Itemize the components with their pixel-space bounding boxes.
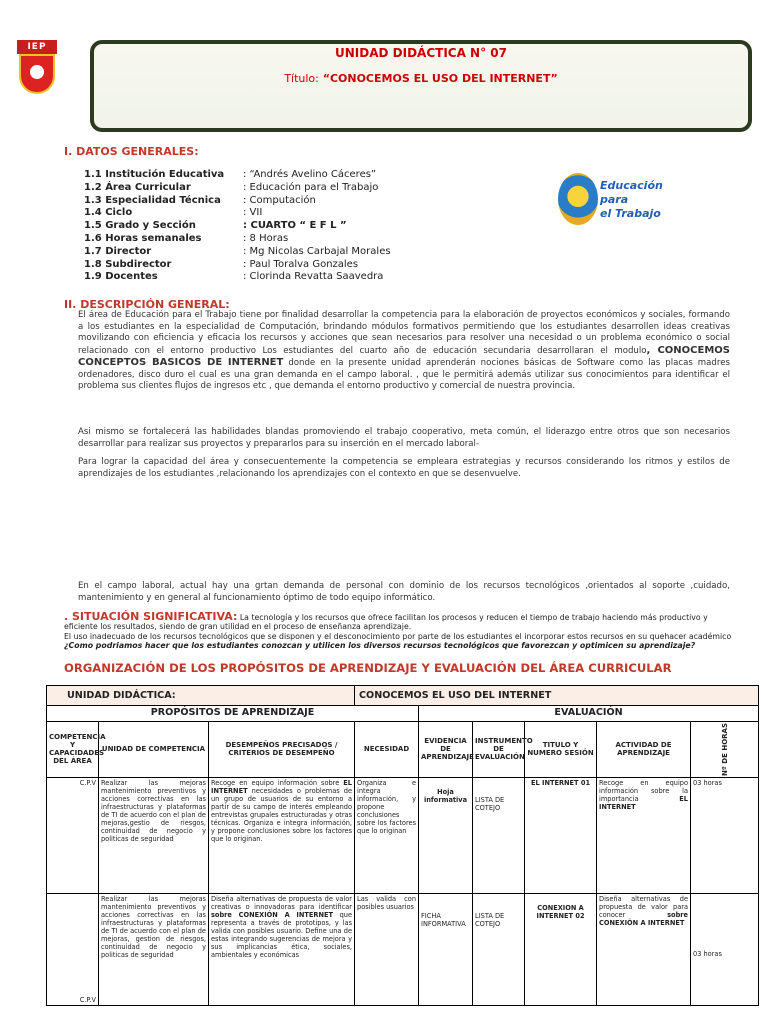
school-logo bbox=[17, 40, 57, 96]
datos-key: 1.8 Subdirector bbox=[84, 258, 172, 270]
titulo-cell: CONEXION A INTERNET 02 bbox=[525, 893, 597, 1005]
necesidad-cell: Organiza e integra información, y propone conclusiones sobre los factores que lo originan bbox=[355, 777, 419, 893]
col-instrumento: INSTRUMENTO DE EVALUACIÓN bbox=[473, 722, 525, 778]
organizacion-heading: ORGANIZACIÓN DE LOS PROPÓSITOS DE APRENDIZAJE Y EVALUACIÓN DEL ÁREA CURRICULAR bbox=[64, 661, 672, 675]
subtitle-value: “CONOCEMOS EL USO DEL INTERNET” bbox=[322, 72, 558, 85]
datos-value: : CUARTO “ E F L ” bbox=[243, 220, 347, 232]
datos-key: 1.2 Área Curricular bbox=[84, 181, 191, 193]
datos-row bbox=[84, 169, 391, 182]
col-actividad: ACTIVIDAD DE APRENDIZAJE bbox=[597, 722, 691, 778]
datos-value: : VII bbox=[243, 207, 263, 219]
datos-row bbox=[84, 233, 391, 246]
datos-value: : Paul Toralva Gonzales bbox=[243, 258, 359, 270]
datos-value: : 8 Horas bbox=[243, 232, 289, 244]
datos-row bbox=[84, 182, 391, 195]
descripcion-paragraph-4: En el campo laboral, actual hay una grtan demanda de personal con dominio de los recursos tecnológicos ,orientados al soporte ,cuidado, mantenimiento y en general al funcionamiento óptimo de todo equipo informático. bbox=[78, 581, 730, 603]
col-horas: Nº DE HORAS bbox=[691, 722, 759, 778]
col-competencia: COMPETENCIA Y CAPACIDADES DEL ÁREA bbox=[47, 722, 99, 778]
propositos-header: PROPÓSITOS DE APRENDIZAJE bbox=[47, 706, 419, 722]
table-row bbox=[47, 893, 759, 1005]
datos-value: : Mg Nicolas Carbajal Morales bbox=[243, 245, 391, 257]
necesidad-cell: Las valida con posibles usuarios bbox=[355, 893, 419, 1005]
actividad-cell: Diseña alternativas de propuesta de valor para conocer sobre CONEXIÓN A INTERNET bbox=[597, 893, 691, 1005]
capacidad-cell: C.P.V bbox=[47, 893, 99, 1005]
datos-row bbox=[84, 195, 391, 208]
datos-value: : Educación para el Trabajo bbox=[243, 181, 379, 193]
subtitle-label: Título: bbox=[284, 72, 319, 85]
datos-key: 1.7 Director bbox=[84, 245, 152, 257]
page-subtitle bbox=[90, 72, 752, 85]
module-name: , CONOCEMOS CONCEPTOS BASICOS DE INTERNET bbox=[78, 344, 730, 368]
datos-key: 1.4 Ciclo bbox=[84, 207, 133, 219]
datos-row bbox=[84, 271, 391, 284]
col-titulo: TITULO Y NUMERO SESIÓN bbox=[525, 722, 597, 778]
datos-value: : “Andrés Avelino Cáceres” bbox=[243, 169, 377, 180]
instrumento-cell: LISTA DE COTEJO bbox=[473, 777, 525, 893]
descripcion-paragraph-3: Para lograr la capacidad del área y consecuentemente la competencia se empleara estrategias y recursos considerando los ritmos y estilos de aprendizajes de los estudiantes ,relacionando los aprendizajes con el contexto en que se desenvuelve. bbox=[78, 457, 730, 479]
datos-heading: I. DATOS GENERALES: bbox=[64, 145, 199, 158]
logo-text: IEP bbox=[17, 40, 57, 54]
datos-key: 1.9 Docentes bbox=[84, 271, 158, 283]
evidencia-cell: FICHA INFORMATIVA bbox=[419, 893, 473, 1005]
instrumento-cell: LISTA DE COTEJO bbox=[473, 893, 525, 1005]
situacion-heading: . SITUACIÓN SIGNIFICATIVA: bbox=[64, 610, 238, 623]
datos-key: 1.3 Especialidad Técnica bbox=[84, 194, 221, 206]
desempeno-cell: Diseña alternativas de propuesta de valor creativas o innovadoras para identificar sobre CONEXIÓN A INTERNET que representa a través de prototipos, y las valida con posibles usuario. Define una de estas integrando sugerencias de mejora y sus implicancias ética, sociales, ambientales y económicas bbox=[209, 893, 355, 1005]
col-desempenos: DESEMPEÑOS PRECISADOS / CRITERIOS DE DESEMPEÑO bbox=[209, 722, 355, 778]
evaluacion-header: EVALUACIÓN bbox=[419, 706, 759, 722]
col-unidad-competencia: UNIDAD DE COMPETENCIA bbox=[99, 722, 209, 778]
datos-value: : Computación bbox=[243, 194, 316, 206]
page-title: UNIDAD DIDÁCTICA N° 07 bbox=[335, 46, 507, 60]
situacion-block: . SITUACIÓN SIGNIFICATIVA: La tecnología y los recursos que ofrece facilitan los procesos y reducen el tiempo de trabajo haciendo más productivo y eficiente los resultados, siendo de gran utilidad en el proceso de enseñanza aprendizaje. El uso inadecuado de los recursos tecnológicos que se disponen y el desconocimiento por parte de los estudiantes el incorporar estos recursos en su quehacer académico ¿Como podriamos hacer que los estudiantes conozcan y utilicen los diversos recursos tecnológicos que favorezcan y optimicen su aprendizaje? bbox=[64, 610, 732, 651]
col-evidencia: EVIDENCIA DE APRENDIZAJE bbox=[419, 722, 473, 778]
unidad-value: CONOCEMOS EL USO DEL INTERNET bbox=[355, 686, 759, 706]
datos-table bbox=[84, 169, 391, 284]
unidad-cell: Realizar las mejoras mantenimiento preventivos y acciones correctivas en las infraestructuras y plataformas de TI de acuerdo con el plan de mejoras,gestio de riesgos, continuidad de negocio y politicas de seguridad bbox=[99, 777, 209, 893]
datos-row bbox=[84, 207, 391, 220]
unidad-cell: Realizar las mejoras mantenimiento preventivos y acciones correctivas en las infraestructuras y plataformas de TI de acuerdo con el plan de mejoras, gestion de riesgos, continuidad de negocio y politicas de seguridad bbox=[99, 893, 209, 1005]
titulo-cell: EL INTERNET 01 bbox=[525, 777, 597, 893]
datos-value: : Clorinda Revatta Saavedra bbox=[243, 271, 384, 283]
shield-icon bbox=[19, 54, 55, 94]
edlogo-line1: Educación para bbox=[600, 179, 663, 206]
globe-icon bbox=[558, 173, 598, 225]
descripcion-heading: II. DESCRIPCIÓN GENERAL: bbox=[64, 298, 230, 311]
col-necesidad: NECESIDAD bbox=[355, 722, 419, 778]
capacidad-cell: C.P.V bbox=[47, 777, 99, 893]
datos-row bbox=[84, 246, 391, 259]
horas-cell: 03 horas bbox=[691, 777, 759, 893]
edlogo-line2: el Trabajo bbox=[600, 207, 661, 220]
datos-row bbox=[84, 220, 391, 233]
actividad-cell: Recoge en equipo información sobre la importancia EL INTERNET bbox=[597, 777, 691, 893]
unidad-label: UNIDAD DIDÁCTICA: bbox=[47, 686, 355, 706]
situacion-question: ¿Como podriamos hacer que los estudiantes conozcan y utilicen los diversos recursos tecnológicos que favorezcan y optimicen su aprendizaje? bbox=[64, 641, 696, 651]
table-row bbox=[47, 777, 759, 893]
horas-cell: 03 horas bbox=[691, 893, 759, 1005]
curriculum-table bbox=[46, 685, 759, 1006]
datos-key: 1.5 Grado y Sección bbox=[84, 220, 196, 232]
descripcion-paragraph-2: Asi mismo se fortalecerá las habilidades blandas promoviendo el trabajo cooperativo, meta común, el liderazgo entre otros que son necesarios desarrollar para realizar sus proyectos y prepararlos para su inserción en el mercado laboral- bbox=[78, 427, 730, 449]
datos-key: 1.6 Horas semanales bbox=[84, 232, 202, 244]
desempeno-cell: Recoge en equipo información sobre EL INTERNET necesidades o problemas de un grupo de usuarios de su entorno a partir de su campo de interés empleando entrevistas grupales estructuradas y otras técnicas. Organiza e integra información, y propone conclusiones sobre los factores que lo originan. bbox=[209, 777, 355, 893]
descripcion-paragraph-1: El área de Educación para el Trabajo tiene por finalidad desarrollar la competencia para la elaboración de proyectos económicos y sociales, formando a los estudiantes en la especialidad de Computación, brindando módulos formativos permitiendo que los estudiantes desarrollen ideas creativas movilizando con eficiencia y eficacia los recursos y acciones que sean necesarios para resolver una necesidad o un problema económico o social relacionado con el entorno productivo Los estudiantes del cuarto año de educación secundaria desarrollaran el modulo, CONOCEMOS CONCEPTOS BASICOS DE INTERNET donde en la presente unidad aprenderán nociones básicas de Software como las placas madres ordenadores, disco duro el cual es una gran demanda en el campo laboral. , que le permitirá además utilizar sus conocimientos para identificar el problema sus clientes flujos de ingresos etc , que demanda el entorno productivo y comercial de nuestra provincia. bbox=[78, 310, 730, 391]
evidencia-cell: Hoja informativa bbox=[419, 777, 473, 893]
datos-key: 1.1 Institución Educativa bbox=[84, 169, 225, 180]
datos-row bbox=[84, 259, 391, 272]
education-logo bbox=[556, 173, 674, 225]
